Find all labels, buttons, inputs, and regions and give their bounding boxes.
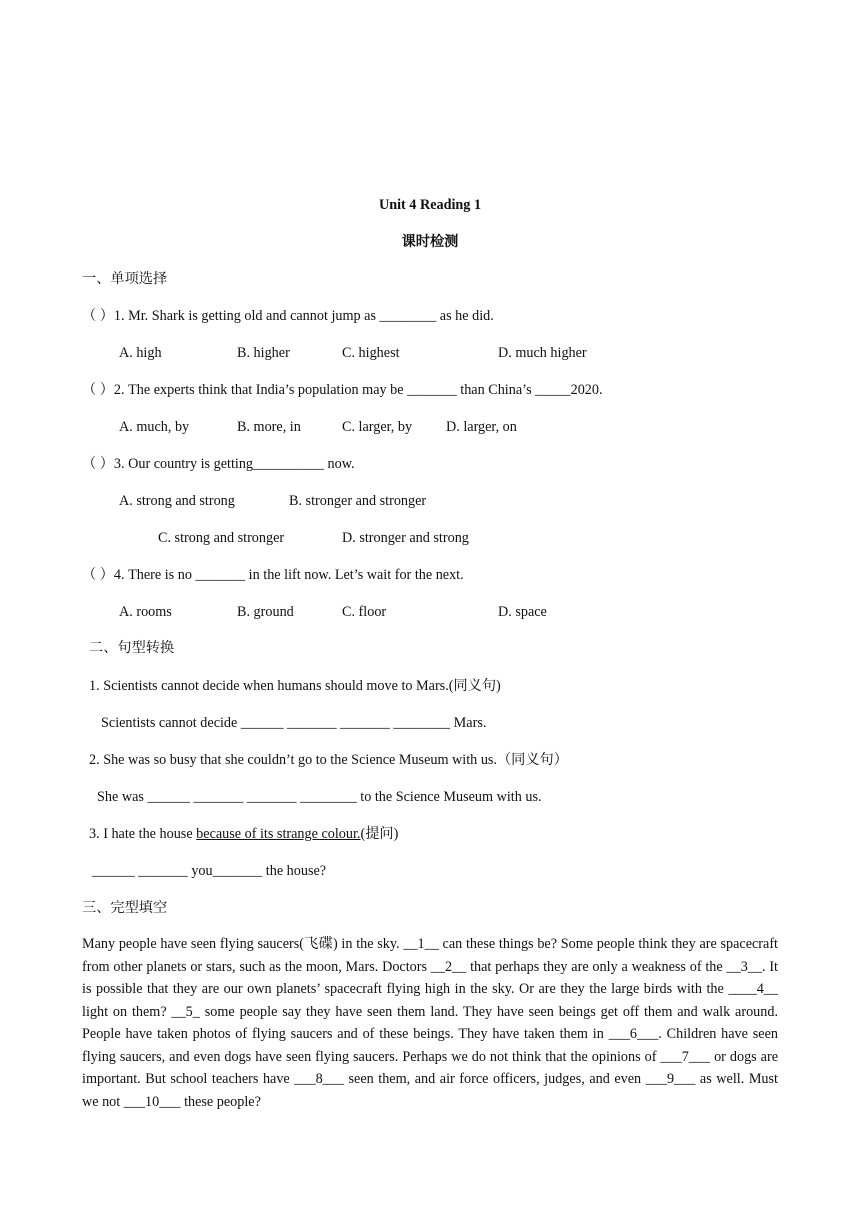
option: A. high bbox=[119, 345, 162, 361]
question-stem: （ ）1. Mr. Shark is getting old and cannot jump as ________ as he did. bbox=[82, 308, 494, 324]
option: A. rooms bbox=[119, 604, 172, 620]
option: D. space bbox=[498, 604, 547, 620]
section-heading-sentence-transformation: 二、句型转换 bbox=[89, 640, 175, 656]
underlined-phrase: because of its strange colour. bbox=[196, 826, 361, 842]
option: C. floor bbox=[342, 604, 387, 620]
transformation-item: 1. Scientists cannot decide when humans should move to Mars.(同义句) bbox=[89, 678, 501, 694]
page-title: Unit 4 Reading 1 bbox=[378, 197, 482, 213]
transformation-answer: Scientists cannot decide ______ _______ _______ ________ Mars. bbox=[101, 715, 487, 731]
page-subtitle: 课时检测 bbox=[401, 234, 459, 250]
option: D. larger, on bbox=[446, 419, 517, 435]
option: A. strong and strong bbox=[119, 493, 235, 509]
option: B. stronger and stronger bbox=[289, 493, 427, 509]
transformation-answer: She was ______ _______ _______ ________ to the Science Museum with us. bbox=[97, 789, 542, 805]
transformation-item bbox=[89, 825, 398, 843]
question-stem: （ ）4. There is no _______ in the lift now. Let’s wait for the next. bbox=[82, 567, 464, 583]
option: B. ground bbox=[237, 604, 294, 620]
option: B. more, in bbox=[237, 419, 301, 435]
question-stem: （ ）3. Our country is getting__________ now. bbox=[82, 456, 355, 472]
option: C. larger, by bbox=[342, 419, 413, 435]
section-heading-cloze: 三、完型填空 bbox=[82, 900, 168, 916]
question-stem: （ ）2. The experts think that India’s population may be _______ than China’s _____2020. bbox=[82, 382, 603, 398]
option: C. highest bbox=[342, 345, 400, 361]
item-prefix: 3. I hate the house bbox=[89, 826, 197, 842]
option: B. higher bbox=[237, 345, 290, 361]
option: A. much, by bbox=[119, 419, 190, 435]
section-heading-multiple-choice: 一、单项选择 bbox=[82, 271, 168, 287]
option: C. strong and stronger bbox=[158, 530, 285, 546]
transformation-answer: ______ _______ you_______ the house? bbox=[92, 863, 327, 879]
option: D. much higher bbox=[498, 345, 587, 361]
item-suffix: (提问) bbox=[360, 826, 399, 842]
cloze-passage: Many people have seen flying saucers(飞碟) in the sky. __1__ can these things be? Some people think they are spacecraft from other planets or stars, such as the moon, Mars. Doctors __2__ that perhaps they are only a weakness of the __3__. It is possible that they are our own planets’ spacecraft flying high in the sky. Or are they the large birds with the ____4__ light on them? __5_ some people say they have seen them land. They have seen beings get off them and walk around. People have taken photos of flying saucers and of these beings. They have taken them in ___6___. Children have seen flying saucers, and even dogs have seen flying saucers. Perhaps we do not think that the opinions of ___7___ or dogs are important. But school teachers have ___8___ seen them, and air force officers, judges, and even ___9___ as well. Must we not ___10___ these people? bbox=[82, 936, 778, 1110]
transformation-item: 2. She was so busy that she couldn’t go to the Science Museum with us.（同义句） bbox=[89, 752, 568, 768]
option: D. stronger and strong bbox=[342, 530, 469, 546]
